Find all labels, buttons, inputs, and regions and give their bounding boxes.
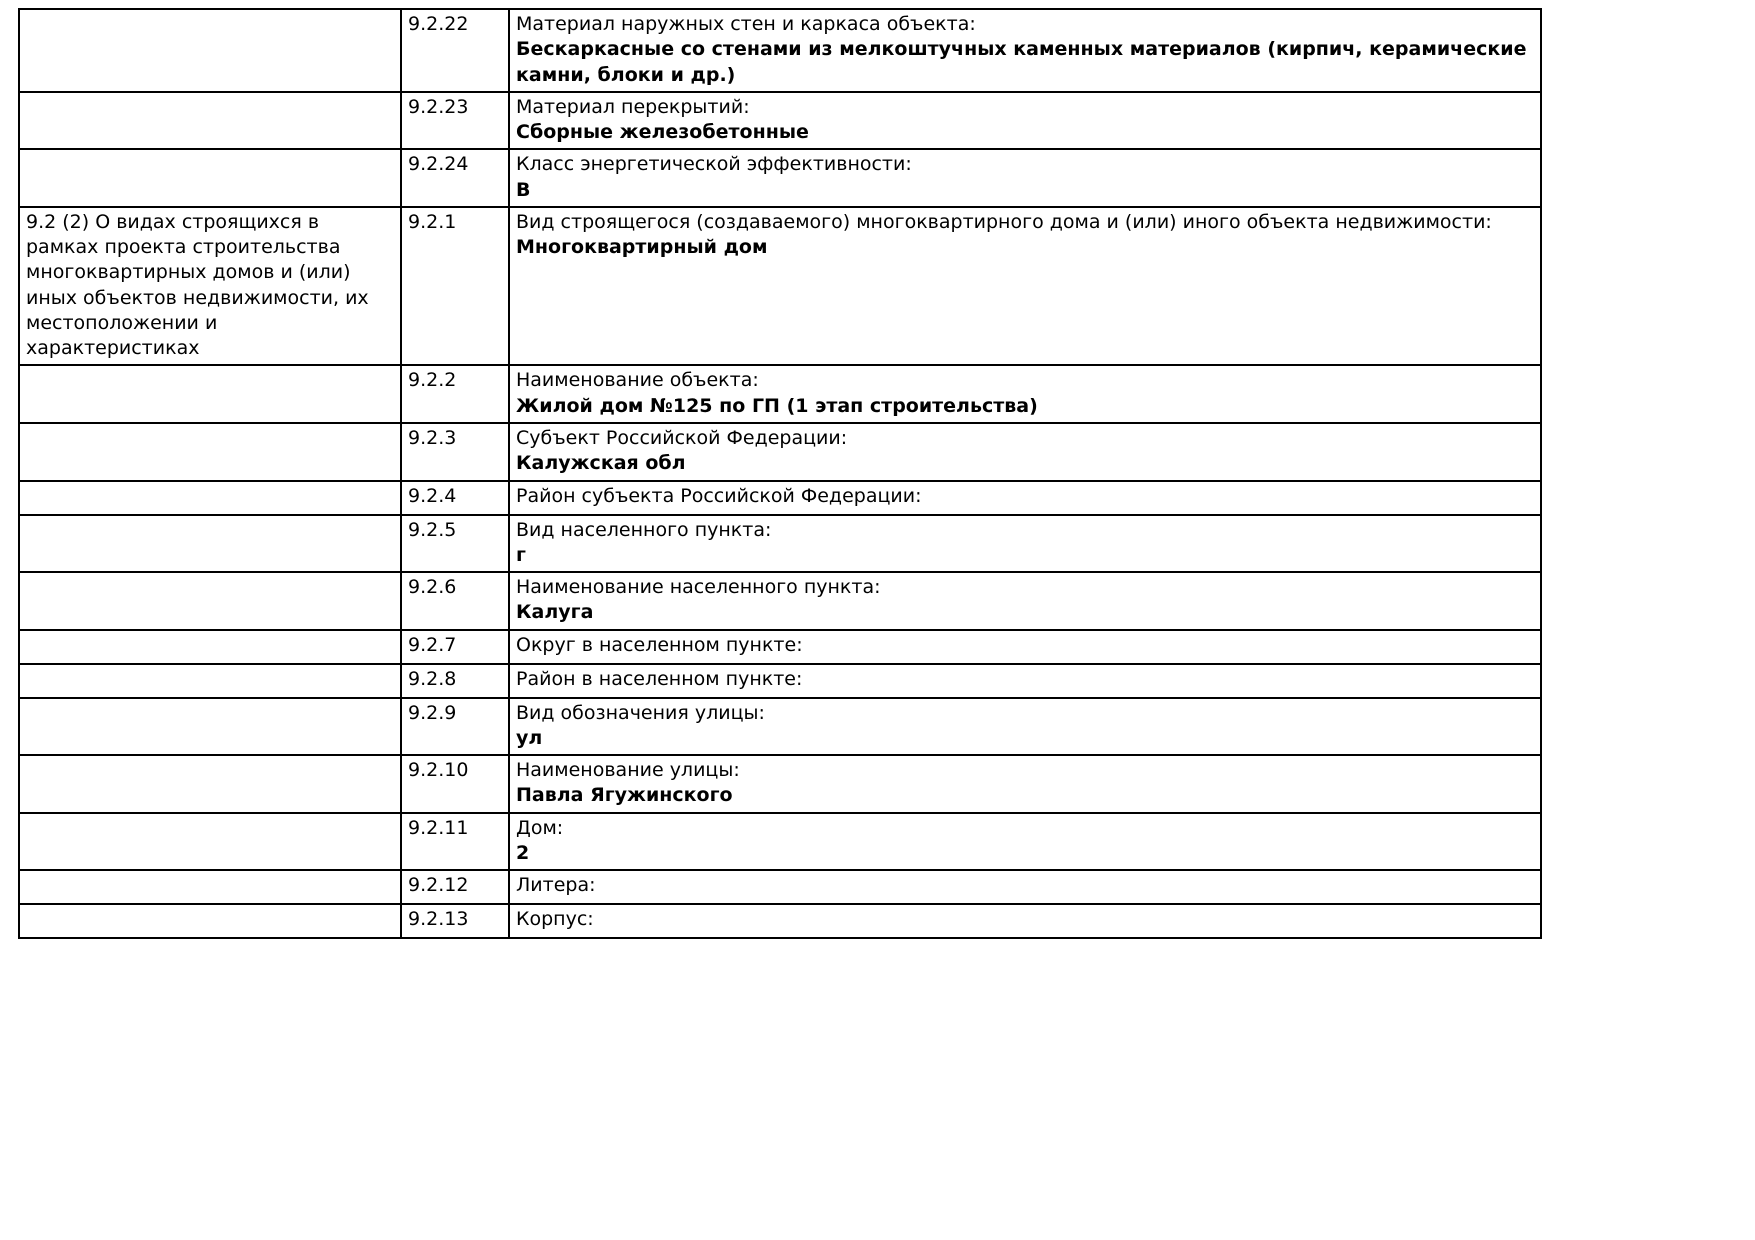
row-content-cell	[509, 664, 1541, 698]
table-body	[19, 9, 1541, 938]
section-title-cell	[19, 904, 401, 938]
field-label: Материал перекрытий:	[516, 95, 750, 118]
row-number-cell: 9.2.13	[401, 904, 509, 938]
row-number-cell: 9.2.6	[401, 572, 509, 630]
table-row	[19, 515, 1541, 573]
table-row	[19, 149, 1541, 207]
table-row	[19, 755, 1541, 813]
row-content-cell	[509, 92, 1541, 150]
field-value: г	[516, 543, 526, 566]
table-row	[19, 698, 1541, 756]
section-title-cell	[19, 698, 401, 756]
section-title-cell	[19, 664, 401, 698]
row-number-cell: 9.2.12	[401, 870, 509, 904]
field-label: Материал наружных стен и каркаса объекта:	[516, 13, 976, 35]
section-title-cell	[19, 481, 401, 515]
field-value: Бескаркасные со стенами из мелкоштучных каменных материалов (кирпич, керамические камни, блоки и др.)	[516, 38, 1527, 86]
row-number-cell: 9.2.1	[401, 207, 509, 366]
table-row	[19, 365, 1541, 423]
row-number-cell: 9.2.23	[401, 92, 509, 150]
field-value: Калуга	[516, 601, 594, 624]
row-content-cell	[509, 698, 1541, 756]
section-title-cell: 9.2 (2) О видах строящихся в рамках проекта строительства многоквартирных домов и (или) иных объектов недвижимости, их местоположении и характеристиках	[19, 207, 401, 366]
table-row	[19, 664, 1541, 698]
row-number-cell: 9.2.8	[401, 664, 509, 698]
field-label: Класс энергетической эффективности:	[516, 153, 912, 176]
table-row	[19, 904, 1541, 938]
field-label: Вид обозначения улицы:	[516, 701, 765, 724]
field-label: Округ в населенном пункте:	[516, 633, 803, 656]
field-value: ул	[516, 726, 543, 749]
row-content-cell	[509, 813, 1541, 871]
field-label: Наименование улицы:	[516, 759, 740, 782]
row-number-cell: 9.2.3	[401, 423, 509, 481]
table-row	[19, 92, 1541, 150]
field-value: 2	[516, 841, 530, 864]
field-label: Субъект Российской Федерации:	[516, 426, 848, 449]
table-row	[19, 9, 1541, 92]
field-label: Наименование населенного пункта:	[516, 576, 881, 599]
section-title-cell	[19, 630, 401, 664]
row-number-cell: 9.2.11	[401, 813, 509, 871]
row-content-cell	[509, 481, 1541, 515]
table-row	[19, 630, 1541, 664]
field-label: Район в населенном пункте:	[516, 667, 803, 690]
row-number-cell: 9.2.10	[401, 755, 509, 813]
row-content-cell	[509, 423, 1541, 481]
field-value: Жилой дом №125 по ГП (1 этап строительства)	[516, 394, 1038, 417]
row-content-cell	[509, 904, 1541, 938]
row-content-cell	[509, 365, 1541, 423]
field-label: Литера:	[516, 874, 596, 897]
table-row	[19, 207, 1541, 366]
field-label: Вид населенного пункта:	[516, 518, 772, 541]
row-content-cell	[509, 515, 1541, 573]
table-row	[19, 813, 1541, 871]
row-number-cell: 9.2.2	[401, 365, 509, 423]
field-value: Калужская обл	[516, 452, 686, 475]
section-title-cell	[19, 423, 401, 481]
field-value: Павла Ягужинского	[516, 784, 733, 807]
row-content-cell	[509, 630, 1541, 664]
row-number-cell: 9.2.4	[401, 481, 509, 515]
row-number-cell: 9.2.5	[401, 515, 509, 573]
section-title-cell	[19, 149, 401, 207]
table-row	[19, 572, 1541, 630]
field-label: Наименование объекта:	[516, 369, 759, 392]
field-label: Район субъекта Российской Федерации:	[516, 484, 922, 507]
field-label: Корпус:	[516, 908, 594, 931]
section-title-cell	[19, 813, 401, 871]
row-content-cell	[509, 149, 1541, 207]
section-title-cell	[19, 9, 401, 92]
field-label: Вид строящегося (создаваемого) многоквартирного дома и (или) иного объекта недвижимости:	[516, 210, 1492, 233]
section-title-cell	[19, 755, 401, 813]
section-title-cell	[19, 870, 401, 904]
field-value: Сборные железобетонные	[516, 121, 809, 144]
section-title-cell	[19, 92, 401, 150]
table-row	[19, 423, 1541, 481]
section-title-cell	[19, 572, 401, 630]
row-number-cell: 9.2.22	[401, 9, 509, 92]
field-value: В	[516, 178, 531, 201]
row-content-cell	[509, 9, 1541, 92]
row-content-cell	[509, 207, 1541, 366]
field-value: Многоквартирный дом	[516, 236, 768, 259]
row-number-cell: 9.2.9	[401, 698, 509, 756]
table-row	[19, 481, 1541, 515]
row-number-cell: 9.2.7	[401, 630, 509, 664]
field-label: Дом:	[516, 816, 564, 839]
project-declaration-table	[18, 8, 1542, 939]
section-title-cell	[19, 515, 401, 573]
section-title-cell	[19, 365, 401, 423]
row-content-cell	[509, 870, 1541, 904]
row-content-cell	[509, 755, 1541, 813]
table-row	[19, 870, 1541, 904]
row-content-cell	[509, 572, 1541, 630]
row-number-cell: 9.2.24	[401, 149, 509, 207]
